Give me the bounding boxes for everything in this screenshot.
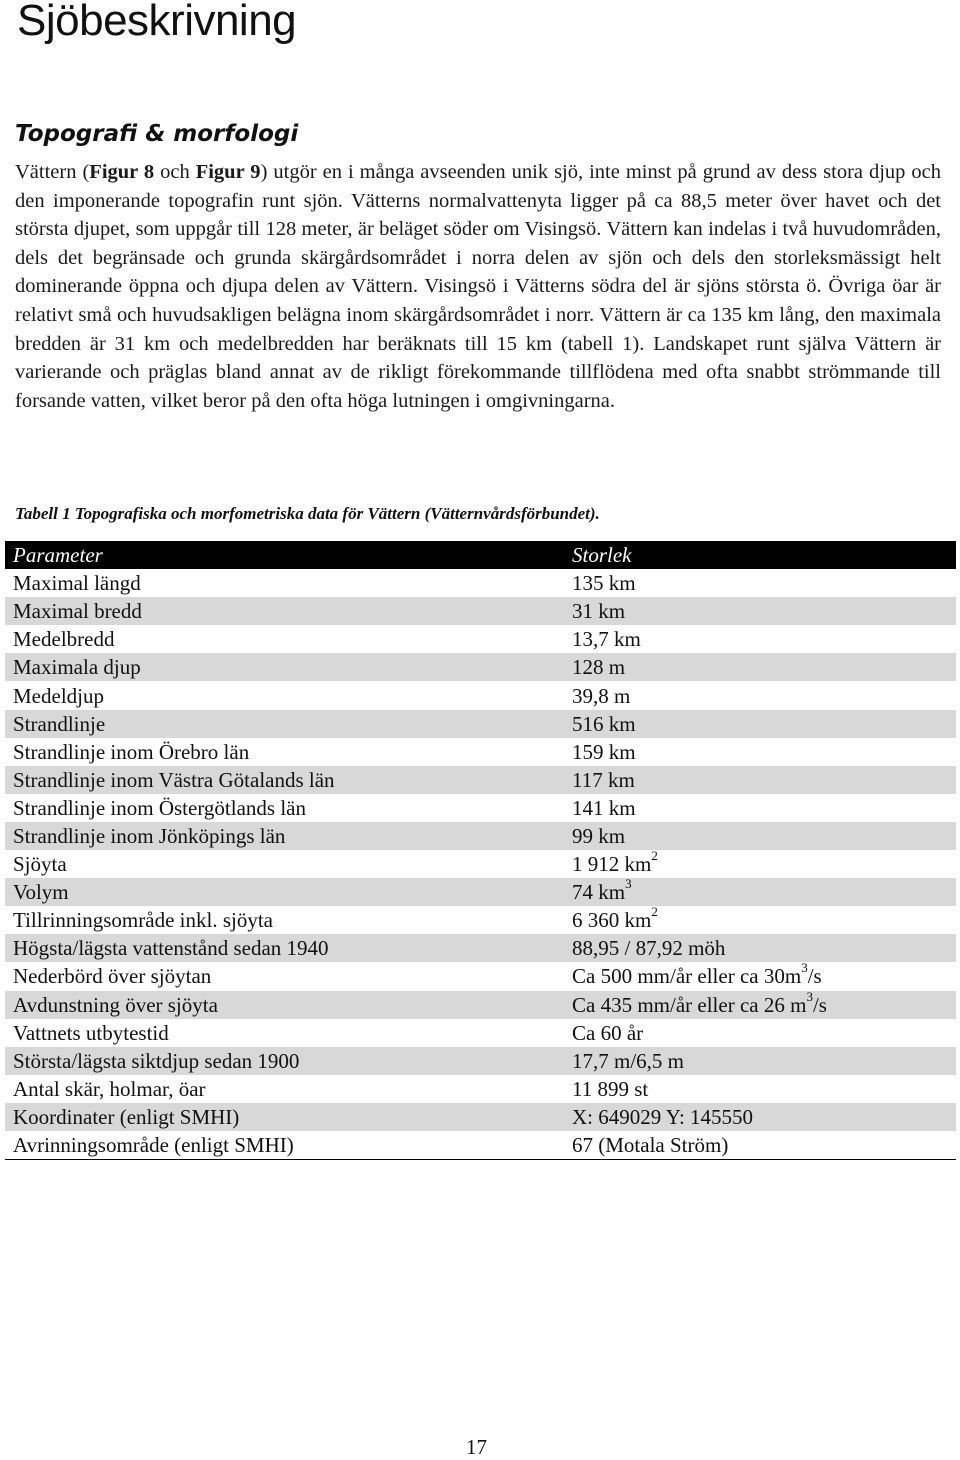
parameter-cell: Vattnets utbytestid <box>13 1020 169 1045</box>
value-text: 39,8 m <box>572 683 631 708</box>
value-cell <box>572 962 956 990</box>
value-exponent: 3 <box>625 876 632 892</box>
value-text: Ca 435 mm/år eller ca 26 m <box>572 992 807 1017</box>
value-cell <box>572 1131 956 1160</box>
value-text: 11 899 st <box>572 1076 649 1101</box>
parameter-cell: Strandlinje inom Västra Götalands län <box>5 766 572 794</box>
value-cell <box>572 625 956 653</box>
value-cell <box>572 1103 956 1131</box>
parameter-cell: Största/lägsta siktdjup sedan 1900 <box>5 1047 572 1075</box>
table-row <box>5 1131 956 1160</box>
value-text: 67 (Motala Ström) <box>572 1133 729 1158</box>
parameter-cell: Maximala djup <box>5 653 572 681</box>
value-text: 74 km <box>572 880 626 905</box>
table-row <box>5 822 956 850</box>
table-row <box>5 681 956 709</box>
parameter-cell: Koordinater (enligt SMHI) <box>5 1103 572 1131</box>
parameter-cell: Strandlinje inom Östergötlands län <box>13 795 306 820</box>
value-cell <box>572 710 956 738</box>
value-cell <box>572 766 956 794</box>
body-paragraph <box>15 158 941 415</box>
parameter-cell: Maximal längd <box>13 571 141 596</box>
page-title: Sjöbeskrivning <box>17 0 297 45</box>
table-row <box>5 766 956 794</box>
value-text: 128 m <box>572 655 626 680</box>
table-row <box>5 738 956 766</box>
value-text: Ca 60 år <box>572 1020 644 1045</box>
value-text: 516 km <box>572 711 636 736</box>
morphometric-data-table <box>5 541 956 1160</box>
value-cell <box>572 906 956 934</box>
table-body <box>5 569 956 1159</box>
value-cell <box>572 822 956 850</box>
value-suffix: /s <box>807 964 822 989</box>
parameter-cell: Tillrinningsområde inkl. sjöyta <box>13 908 273 933</box>
value-text: 13,7 km <box>572 627 641 652</box>
value-cell <box>572 1075 956 1103</box>
figure-9-reference: Figur 9 <box>195 161 261 183</box>
value-cell <box>572 1047 956 1075</box>
para-text-1: Vättern ( <box>15 161 90 183</box>
table-row <box>5 597 956 625</box>
parameter-cell: Volym <box>5 878 572 906</box>
value-exponent: 2 <box>651 848 658 864</box>
value-text: 117 km <box>572 767 635 792</box>
value-exponent: 3 <box>801 960 808 976</box>
table-row <box>5 1103 956 1131</box>
table-caption: Tabell 1 Topografiska och morfometriska data för Vättern (Vätternvårdsförbundet). <box>15 504 600 523</box>
table-row <box>5 991 956 1019</box>
para-text-3: ) utgör en i många avseenden unik sjö, inte minst på grund av dess stora djup och den imponerande topografin runt sjön. Vätterns normalvattenyta ligger på ca 88,5 meter över havet och det största djupet, som uppgår till 128 meter, är beläget söder om Visingsö. Vättern kan indelas i två huvudområden, dels det begränsade och grunda skärgårdsområdet i norra delen av sjön och dels den storleksmässigt helt dominerande öppna och djupa delen av Vättern. Visingsö i Vätterns södra del är sjöns största ö. Övriga öar är relativt små och huvudsakligen belägna inom skärgårdsområdet i norr. Vättern är ca 135 km lång, den maximala bredden är 31 km och medelbredden har beräknats till 15 km (tabell 1). Landskapet runt själva Vättern är varierande och präglas bland annat av de rikligt förekommande tillflödena med ofta snabbt strömmande till forsande vatten, vilket beror på den ofta höga lutningen i omgivningarna. <box>15 161 942 412</box>
parameter-cell: Nederbörd över sjöytan <box>13 964 212 989</box>
value-cell <box>572 597 956 625</box>
value-text: 99 km <box>572 823 626 848</box>
parameter-cell: Maximal bredd <box>5 597 572 625</box>
value-text: 135 km <box>572 571 636 596</box>
parameter-cell: Avrinningsområde (enligt SMHI) <box>5 1131 572 1160</box>
figure-8-reference: Figur 8 <box>89 161 155 183</box>
value-text: 141 km <box>572 795 636 820</box>
value-text: X: 649029 Y: 145550 <box>572 1104 754 1129</box>
table-row <box>5 569 956 597</box>
value-text: 6 360 km <box>572 908 652 933</box>
header-storlek: Storlek <box>572 541 956 569</box>
value-exponent: 3 <box>806 988 813 1004</box>
value-text: 159 km <box>572 739 636 764</box>
header-parameter: Parameter <box>5 541 572 569</box>
table-row <box>5 710 956 738</box>
parameter-cell: Strandlinje <box>5 710 572 738</box>
parameter-cell: Avdunstning över sjöyta <box>5 991 572 1019</box>
parameter-cell: Medeldjup <box>13 683 104 708</box>
section-heading: Topografi & morfologi <box>15 121 299 147</box>
table-row <box>5 625 956 653</box>
parameter-cell: Strandlinje inom Örebro län <box>13 739 250 764</box>
value-cell <box>572 794 956 822</box>
value-cell <box>572 681 956 709</box>
table-row <box>5 878 956 906</box>
value-text: 88,95 / 87,92 möh <box>572 936 726 961</box>
value-text: 31 km <box>572 599 626 624</box>
table-header-row <box>5 541 956 569</box>
page-number: 17 <box>466 1435 487 1459</box>
value-cell <box>572 738 956 766</box>
parameter-cell: Högsta/lägsta vattenstånd sedan 1940 <box>5 934 572 962</box>
table-row <box>5 1075 956 1103</box>
table-row <box>5 794 956 822</box>
table-row <box>5 850 956 878</box>
value-cell <box>572 934 956 962</box>
table-row <box>5 1019 956 1047</box>
value-cell <box>572 878 956 906</box>
value-text: 1 912 km <box>572 852 652 877</box>
parameter-cell: Antal skär, holmar, öar <box>13 1076 206 1101</box>
table-row <box>5 962 956 990</box>
value-cell <box>572 569 956 597</box>
value-cell <box>572 653 956 681</box>
table-row <box>5 934 956 962</box>
value-suffix: /s <box>812 992 827 1017</box>
parameter-cell: Medelbredd <box>13 627 115 652</box>
parameter-cell: Sjöyta <box>13 852 67 877</box>
value-cell <box>572 850 956 878</box>
para-text-2: och <box>154 161 196 183</box>
value-cell <box>572 988 956 1019</box>
value-cell <box>572 1019 956 1047</box>
value-text: 17,7 m/6,5 m <box>572 1048 685 1073</box>
value-text: Ca 500 mm/år eller ca 30m <box>572 964 802 989</box>
table-row <box>5 906 956 934</box>
parameter-cell: Strandlinje inom Jönköpings län <box>5 822 572 850</box>
table-row <box>5 1047 956 1075</box>
value-exponent: 2 <box>651 904 658 920</box>
table-row <box>5 653 956 681</box>
